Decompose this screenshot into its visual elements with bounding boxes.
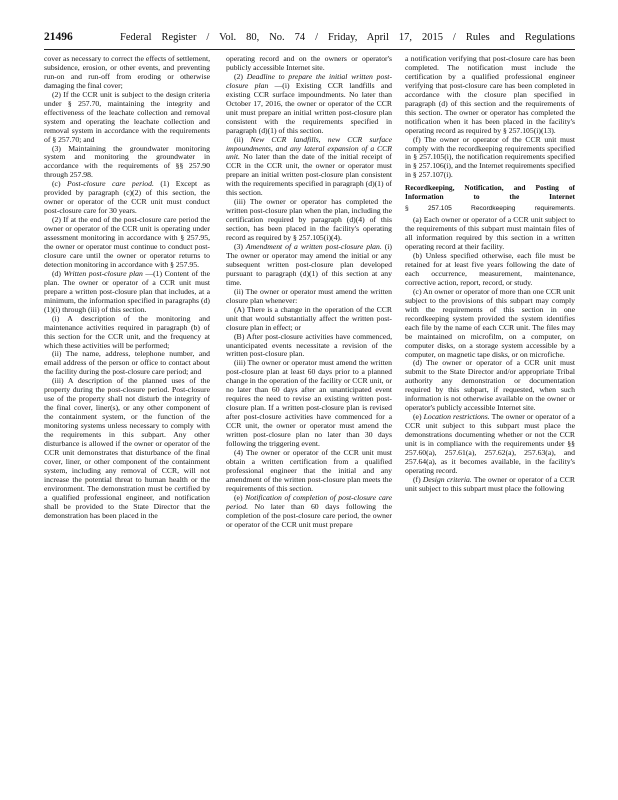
section-heading: § 257.105 Recordkeeping requirements. bbox=[405, 205, 575, 213]
paragraph-text: (d) The owner or operator of a CCR unit must submit to the State Director and/or appropriate Tribal authority any demonstration or documentation required by this subpart, if requested, when such information is not otherwise available on the owner or operator's publicly accessible Internet site. bbox=[405, 358, 575, 413]
paragraph bbox=[226, 55, 392, 73]
paragraph-text: (a) Each owner or operator of a CCR unit subject to the requirements of this subpart must maintain files of all information required by this section in a written operating record at their facility. bbox=[405, 215, 575, 252]
paragraph-text: (iii) The owner or operator must amend the written post-closure plan at least 60 days prior to a planned change in the operation of the facility or CCR unit, or no later than 60 days after an unanticipated event requires the need to revise an existing written post-closure plan. If a written post-closure plan is revised after post-closure activities have commenced for a CCR unit, the owner or operator must amend the written post-closure plan no later than 30 days following the triggering event. bbox=[226, 358, 392, 448]
column-3 bbox=[405, 55, 575, 780]
paragraph-text: (c) An owner or operator of more than one CCR unit subject to the provisions of this subpart may comply with the requirements of this section in one recordkeeping system provided the system identifies each file by the name of each CCR unit. The files may be maintained on microfilm, on a computer, on computer disks, on a storage system accessible by a computer, on magnetic tape disks, or on microfiche. bbox=[405, 286, 575, 359]
paragraph-text: cover as necessary to correct the effects of settlement, subsidence, erosion, or other events, and preventing run-on and run-off from eroding or otherwise damaging the final cover; bbox=[44, 55, 210, 90]
paragraph-text: (iii) A description of the planned uses of the property during the post-closure period. Post-closure use of the property shall not disturb the integrity of the final cover, liner(s), or any other component of the containment system, or the function of the monitoring systems unless necessary to comply with the requirements in this subpart. Any other disturbance is allowed if the owner or operator of the CCR unit demonstrates that disturbance of the final cover, liner, or other component of the containment system, including any removal of CCR, will not increase the potential threat to human health or the environment. The demonstration must be certified by a qualified professional engineer, and notification shall be provided to the State Director that the demonstration has been placed in the bbox=[44, 376, 210, 520]
paragraph-text: a notification verifying that post-closure care has been completed. The notification must include the certification by a qualified professional engineer verifying that post-closure care has been completed in accordance with the closure plan specified in paragraph (d) of this section and the requirements of this section. The owner or operator has completed the notification when it has been placed in the facility's operating record as required by § 257.105(i)(13). bbox=[405, 55, 575, 135]
paragraph-text: The owner or operator of a CCR unit subject to this subpart must place the following bbox=[405, 474, 575, 493]
paragraph-text: (A) There is a change in the operation of the CCR unit that would substantially affect the written post-closure plan in effect; or bbox=[226, 304, 392, 332]
paragraph bbox=[405, 359, 575, 413]
paragraph bbox=[44, 145, 210, 181]
paragraph bbox=[405, 288, 575, 360]
column-2 bbox=[226, 55, 392, 780]
paragraph bbox=[226, 359, 392, 449]
paragraph-text: (ii) The owner or operator must amend the written closure plan whenever: bbox=[226, 286, 392, 305]
paragraph-heading: Post-closure care period. bbox=[67, 179, 154, 189]
paragraph-text: (2) If the CCR unit is subject to the design criteria under § 257.70, maintaining the integrity and effectiveness of the leachate collection and removal system and operating the leachate collection and removal system in accordance with the requirements of § 257.70; and bbox=[44, 89, 210, 144]
paragraph bbox=[405, 252, 575, 288]
paragraph-text: (2) If at the end of the post-closure care period the owner or operator of the CCR unit is operating under assessment monitoring in accordance with § 257.95, the owner or operator must continue to conduct post-closure care until the owner or operator returns to detection monitoring in accordance with § 257.95. bbox=[44, 215, 210, 269]
paragraph bbox=[226, 333, 392, 360]
paragraph-text: No later than 60 days following the completion of the post-closure care period, the owner or operator of the CCR unit must prepare bbox=[226, 501, 392, 529]
paragraph-label: (e) bbox=[413, 412, 424, 422]
paragraph bbox=[405, 216, 575, 252]
paragraph bbox=[226, 306, 392, 333]
page-header bbox=[44, 31, 575, 45]
paragraph-text: (iii) The owner or operator has completed the written post-closure plan when the plan, including the certification required by paragraph (d)(4) of this section, has been placed in the facility's operating record as required by § 257.105(i)(4). bbox=[226, 197, 392, 243]
paragraph bbox=[226, 494, 392, 530]
paragraph bbox=[405, 136, 575, 181]
paragraph-text: —(i) Existing CCR landfills and existing CCR surface impoundments. No later than October 17, 2016, the owner or operator of the CCR unit must prepare an initial written post-closure plan consistent with the requirements specified in paragraph (d)(1) of this section. bbox=[226, 80, 392, 135]
paragraph-text: operating record and on the owners or operator's publicly accessible Internet site. bbox=[226, 55, 392, 72]
paragraph bbox=[44, 270, 210, 315]
paragraph-label: (e) bbox=[234, 492, 246, 502]
column-1 bbox=[44, 55, 210, 780]
paragraph bbox=[226, 73, 392, 136]
paragraph-label: (3) bbox=[234, 242, 246, 252]
paragraph-heading: Location restrictions. bbox=[423, 412, 490, 422]
paragraph bbox=[405, 413, 575, 476]
paragraph-text: The owner or operator of a CCR unit subject to this subpart must place the demonstrations documenting whether or not the CCR unit is in compliance with the requirements under §§ 257.60(a), 257.61(a), 257.62(a), 257.63(a), and 257.64(a), as it becomes available, in the facility's operating record. bbox=[405, 412, 575, 475]
header-rule bbox=[44, 49, 575, 50]
paragraph-text: (f) The owner or operator of the CCR unit must comply with the recordkeeping requirements specified in § 257.105(i), the notification requirements specified in § 257.106(i), and the Internet requirements specified in § 257.107(i). bbox=[405, 134, 575, 180]
section-subheading: Recordkeeping, Notification, and Posting of Information to the Internet bbox=[405, 183, 575, 202]
paragraph-text: —(1) Content of the plan. The owner or operator of a CCR unit must prepare a written post-closure plan that includes, at a minimum, the information specified in paragraphs (d)(1)(i) through (iii) of this section. bbox=[44, 268, 210, 314]
paragraph bbox=[226, 288, 392, 306]
paragraph-label: (c) bbox=[52, 179, 67, 189]
paragraph bbox=[226, 136, 392, 199]
paragraph bbox=[44, 315, 210, 351]
paragraph-text: No later than the date of the initial receipt of CCR in the CCR unit, the owner or operator must prepare an initial written post-closure plan consistent with the requirements specified in paragraph (d)(1) of this section. bbox=[226, 152, 392, 198]
paragraph bbox=[44, 216, 210, 270]
paragraph bbox=[405, 476, 575, 494]
paragraph-text: (3) Maintaining the groundwater monitoring system and monitoring the groundwater in accordance with the requirements of §§ 257.90 through 257.98. bbox=[44, 143, 210, 180]
running-head: Federal Register / Vol. 80, No. 74 / Friday, April 17, 2015 / Rules and Regulations bbox=[120, 32, 575, 43]
paragraph-text: (i) A description of the monitoring and maintenance activities required in paragraph (b) of this section for the CCR unit, and the frequency at which these activities will be performed; bbox=[44, 313, 210, 350]
paragraph bbox=[44, 55, 210, 91]
paragraph bbox=[226, 198, 392, 243]
paragraph-label: (2) bbox=[234, 71, 247, 81]
paragraph-text: (1) Except as provided by paragraph (c)(2) of this section, the owner or operator of the CCR unit must conduct post-closure care for 30 years. bbox=[44, 179, 210, 216]
paragraph bbox=[405, 55, 575, 136]
paragraph bbox=[226, 243, 392, 288]
paragraph-text: (i) The owner or operator may amend the initial or any subsequent written post-closure plan developed pursuant to paragraph (d)(1) of this section at any time. bbox=[226, 242, 392, 287]
paragraph-label: (f) bbox=[413, 474, 423, 484]
page-number: 21496 bbox=[44, 31, 73, 43]
paragraph-heading: Amendment of a written post-closure plan. bbox=[245, 242, 382, 252]
paragraph bbox=[44, 91, 210, 145]
paragraph bbox=[226, 449, 392, 494]
paragraph-heading: Written post-closure plan bbox=[63, 268, 143, 278]
paragraph bbox=[44, 350, 210, 377]
paragraph bbox=[44, 377, 210, 520]
paragraph-label: (d) bbox=[52, 268, 64, 278]
paragraph-heading: Notification of completion of post-closure care period. bbox=[226, 492, 392, 511]
paragraph-heading: New CCR landfills, new CCR surface impoundments, and any lateral expansion of a CCR unit. bbox=[226, 134, 392, 162]
paragraph-text: (B) After post-closure activities have commenced, unanticipated events necessitate a revision of the written post-closure plan. bbox=[226, 331, 392, 359]
paragraph-text: (4) The owner or operator of the CCR unit must obtain a written certification from a qualified professional engineer that the initial and any amendment of the written post-closure plan meets the requirements of this section. bbox=[226, 447, 392, 493]
paragraph-heading: Design criteria. bbox=[422, 474, 472, 484]
paragraph-text: (ii) The name, address, telephone number, and email address of the person or office to contact about the facility during the post-closure care period; and bbox=[44, 349, 210, 377]
paragraph-heading: Deadline to prepare the initial written post-closure plan bbox=[226, 71, 392, 90]
paragraph-label: (ii) bbox=[234, 134, 251, 144]
paragraph-text: (b) Unless specified otherwise, each file must be retained for at least five years following the date of each occurrence, measurement, maintenance, corrective action, report, record, or study. bbox=[405, 251, 575, 287]
paragraph bbox=[44, 180, 210, 216]
